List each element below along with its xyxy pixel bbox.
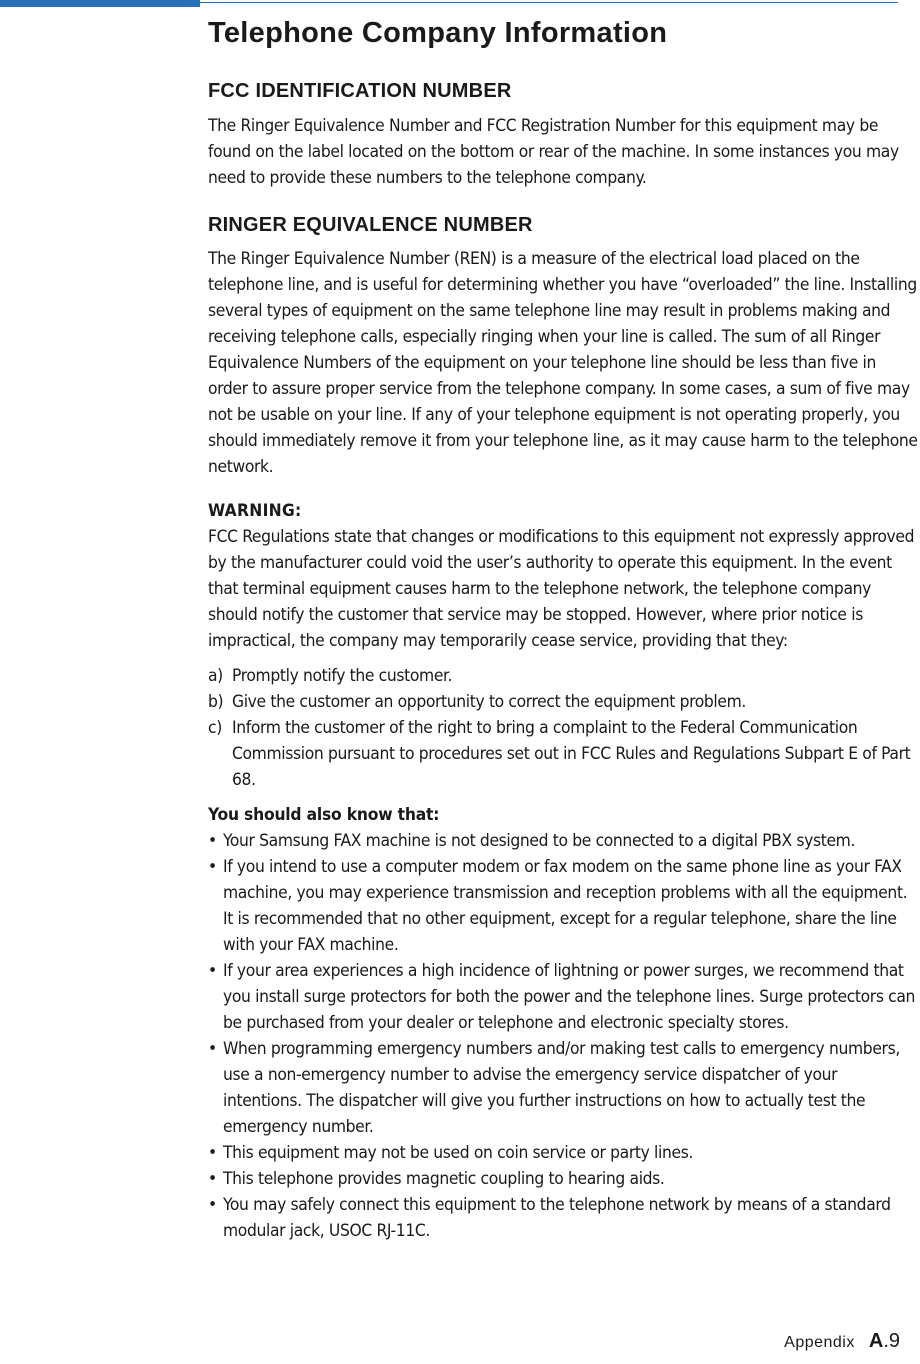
ren-heading: RINGER EQUIVALENCE NUMBER — [208, 214, 533, 236]
list-item — [208, 854, 920, 958]
list-item — [208, 1140, 920, 1166]
page-footer — [784, 1330, 900, 1360]
list-item-text: You may safely connect this equipment to the telephone network by means of a standard modular jack, USOC RJ-11C. — [223, 1195, 891, 1241]
page-letter: A — [868, 1330, 884, 1352]
list-item-text: Your Samsung FAX machine is not designed to be connected to a digital PBX system. — [223, 831, 856, 851]
bullet-icon: • — [208, 1143, 217, 1163]
list-item-text: When programming emergency numbers and/or making test calls to emergency numbers, use a non-emergency number to advise the emergency service dispatcher of your intentions. The dispatcher will give you further instructions on how to actually test the emergency number. — [223, 1039, 900, 1137]
warning-list — [208, 663, 920, 793]
fcc-id-paragraph: The Ringer Equivalence Number and FCC Registration Number for this equipment may be found on the label located on the bottom or rear of the machine. In some instances you may need to provide these numbers to the telephone company. — [208, 116, 899, 188]
warning-title: WARNING: — [208, 501, 302, 521]
list-item-text: Inform the customer of the right to bring a complaint to the Federal Communication Commission pursuant to procedures set out in FCC Rules and Regulations Subpart E of Part 68. — [232, 718, 911, 790]
page-number-value: .9 — [883, 1330, 900, 1352]
page-title: Telephone Company Information — [208, 17, 668, 49]
list-item-text: Give the customer an opportunity to correct the equipment problem. — [232, 692, 747, 712]
bullet-icon: • — [208, 961, 217, 981]
list-item — [208, 1166, 920, 1192]
list-marker: a) — [208, 666, 223, 686]
list-item — [208, 828, 920, 854]
footer-section-label: Appendix — [784, 1334, 855, 1351]
list-item — [208, 958, 920, 1036]
fcc-id-heading: FCC IDENTIFICATION NUMBER — [208, 80, 512, 102]
ren-paragraph: The Ringer Equivalence Number (REN) is a measure of the electrical load placed on the telephone line, and is useful for determining whether you have “overloaded” the line. Installing several types of equipment on the same telephone line may result in problems making and receiving telephone calls, especially ringing when your line is called. The sum of all Ringer Equivalence Numbers of the equipment on your telephone line should be less than five in order to assure proper service from the telephone company. In some cases, a sum of five may not be usable on your line. If any of your telephone equipment is not operating properly, you should immediately remove it from your telephone line, as it may cause harm to the telephone network. — [208, 249, 918, 477]
know-title: You should also know that: — [208, 805, 440, 825]
bullet-icon: • — [208, 831, 217, 851]
page-content — [208, 14, 920, 1244]
list-item — [208, 1036, 920, 1140]
warning-paragraph: FCC Regulations state that changes or modifications to this equipment not expressly approved by the manufacturer could void the user’s authority to operate this equipment. In the event that terminal equipment causes harm to the telephone network, the telephone company should notify the customer that service may be stopped. However, where prior notice is impractical, the company may temporarily cease service, providing that they: — [208, 527, 915, 651]
header-rule — [200, 2, 898, 3]
bullet-icon: • — [208, 1039, 217, 1059]
bullet-icon: • — [208, 857, 217, 877]
list-marker: b) — [208, 692, 224, 712]
know-bullet-list — [208, 828, 920, 1244]
list-item-text: This equipment may not be used on coin service or party lines. — [223, 1143, 694, 1163]
list-item-text: If your area experiences a high incidence of lightning or power surges, we recommend that you install surge protectors for both the power and the telephone lines. Surge protectors can be purchased from your dealer or telephone and electronic specialty stores. — [223, 961, 916, 1033]
bullet-icon: • — [208, 1195, 217, 1215]
list-item-text: If you intend to use a computer modem or fax modem on the same phone line as your FAX machine, you may experience transmission and reception problems with all the equipment. It is recommended that no other equipment, except for a regular telephone, share the line with your FAX machine. — [223, 857, 908, 955]
page-number — [869, 1330, 900, 1353]
list-item-text: This telephone provides magnetic coupling to hearing aids. — [223, 1169, 665, 1189]
list-item — [208, 663, 920, 689]
list-item-text: Promptly notify the customer. — [232, 666, 453, 686]
bullet-icon: • — [208, 1169, 217, 1189]
list-marker: c) — [208, 718, 222, 738]
list-item — [208, 1192, 920, 1244]
list-item — [208, 715, 920, 793]
header-accent-bar — [0, 0, 200, 7]
list-item — [208, 689, 920, 715]
